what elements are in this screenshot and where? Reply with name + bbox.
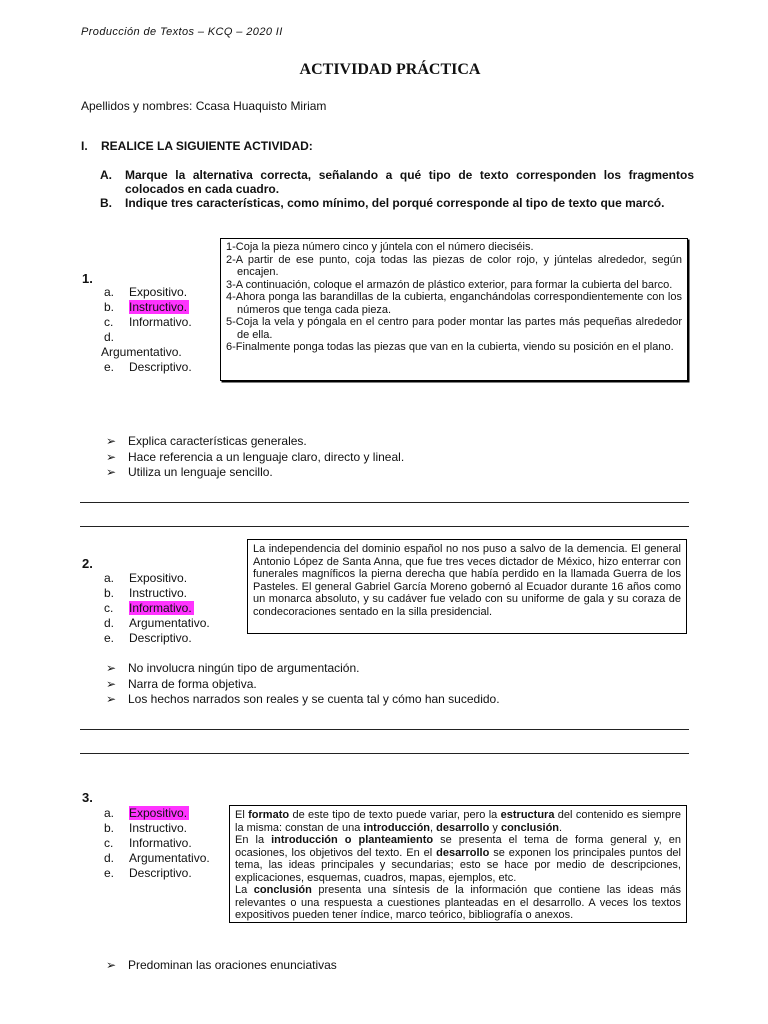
question-1-bullets — [106, 434, 404, 481]
arrow-bullet-icon: ➢ — [106, 958, 117, 972]
bullet-item: ➢ Explica características generales. — [106, 434, 307, 448]
bullet-item: ➢ Hace referencia a un lenguaje claro, directo y lineal. — [106, 449, 405, 464]
question-1-text-box — [220, 238, 688, 381]
arrow-bullet-icon: ➢ — [106, 465, 117, 479]
question-3-options — [104, 806, 210, 881]
selected-answer-highlight: Informativo. — [129, 601, 192, 615]
instruction-b — [100, 196, 694, 210]
arrow-bullet-icon: ➢ — [106, 449, 117, 464]
page-title: ACTIVIDAD PRÁCTICA — [299, 61, 481, 78]
page-header: Producción de Textos – KCQ – 2020 II — [81, 26, 283, 38]
question-2-options — [104, 571, 210, 646]
question-1-number: 1. — [82, 271, 93, 286]
arrow-bullet-icon: ➢ — [106, 434, 117, 448]
instruction-label: A. — [100, 168, 112, 182]
option-d[interactable]: d. Argumentativo. — [104, 616, 210, 630]
option-e[interactable]: e. Descriptivo. — [104, 360, 192, 374]
step-line: 6-Finalmente ponga todas las piezas que van en la cubierta, viendo su posición en el plano. — [226, 341, 674, 353]
paragraph: La conclusión presenta una síntesis de la información que contiene las ideas más relevantes o una respuesta a cuestiones planteadas en el desarrollo. A veces los textos expositivos pueden tener índice, marco teórico, bibliografía o anexos. — [235, 884, 681, 921]
option-b[interactable]: b. Instructivo. — [104, 586, 188, 600]
answer-line — [80, 729, 689, 730]
option-a-selected[interactable]: a. Expositivo. — [104, 806, 188, 820]
section-number: I. — [81, 139, 88, 153]
step-line: 1-Coja la pieza número cinco y júntela con el número dieciséis. — [226, 241, 534, 253]
bullet-item: ➢ No involucra ningún tipo de argumentación. — [106, 661, 360, 675]
bullet-item: ➢ Los hechos narrados son reales y se cuenta tal y cómo han sucedido. — [106, 692, 500, 706]
arrow-bullet-icon: ➢ — [106, 676, 117, 691]
paragraph: En la introducción o planteamiento se presenta el tema de forma general y, en ocasiones, los objetivos del texto. En el desarrollo se exponen los principales puntos del tema, las ideas principales y secundarias; esto se hace por medio de descripciones, explicaciones, esquemas, cuadros, mapas, ejemplos, etc. — [235, 834, 681, 884]
section-heading — [81, 139, 313, 153]
option-d[interactable]: d. Argumentativo. — [104, 851, 210, 865]
step-line: 3-A continuación, coloque el armazón de plástico exterior, para formar la cubierta del barco. — [226, 278, 673, 291]
selected-answer-highlight: Instructivo. — [129, 300, 188, 314]
answer-line — [80, 753, 689, 754]
option-e[interactable]: e. Descriptivo. — [104, 631, 192, 645]
step-line: 4-Ahora ponga las barandillas de la cubierta, enganchándolas correspondientemente con los números que tenga cada pieza. — [226, 291, 682, 316]
option-d[interactable]: d. — [104, 330, 115, 344]
question-3-text-box — [229, 805, 687, 923]
section-text: REALICE LA SIGUIENTE ACTIVIDAD: — [101, 139, 313, 153]
instruction-label: B. — [100, 196, 112, 210]
option-e[interactable]: e. Descriptivo. — [104, 866, 192, 880]
instruction-text: Indique tres características, como mínimo, del porqué corresponde al tipo de texto que marcó. — [125, 196, 665, 210]
bullet-item: ➢ Narra de forma objetiva. — [106, 676, 257, 691]
bullet-item: ➢ Utiliza un lenguaje sencillo. — [106, 465, 273, 479]
question-2-bullets — [106, 661, 500, 708]
option-b-selected[interactable]: b. Instructivo. — [104, 300, 188, 314]
instruction-text: Marque la alternativa correcta, señalando a qué tipo de texto corresponden los fragmentos colocados en cada cuadro. — [125, 168, 694, 196]
question-3-number: 3. — [82, 790, 93, 805]
answer-line — [80, 526, 689, 527]
student-name: Apellidos y nombres: Ccasa Huaquisto Miriam — [81, 99, 327, 113]
question-2-text-box: La independencia del dominio español no nos puso a salvo de la demencia. El general Antonio López de Santa Anna, que fue tres veces dictador de México, hizo enterrar con funerales magníficos la pierna derecha que había perdido en la llamada Guerra de los Pasteles. El general Gabriel García Moreno gobernó al Ecuador durante 16 años como un monarca absoluto, y su cadáver fue velado con su uniforme de gala y su coraza de condecoraciones sentado en la silla presidencial. — [247, 539, 687, 634]
selected-answer-highlight: Expositivo. — [129, 806, 188, 820]
arrow-bullet-icon: ➢ — [106, 692, 117, 706]
option-d-text: Argumentativo. — [101, 345, 182, 359]
question-1-options — [101, 285, 192, 375]
bullet-item: ➢ Predominan las oraciones enunciativas — [106, 958, 337, 972]
answer-line — [80, 502, 689, 503]
arrow-bullet-icon: ➢ — [106, 661, 117, 675]
instruction-a — [100, 168, 694, 196]
option-c[interactable]: c. Informativo. — [104, 315, 192, 329]
question-2-number: 2. — [82, 556, 93, 571]
paragraph: El formato de este tipo de texto puede variar, pero la estructura del contenido es siempre la misma: constan de una introducción, desarrollo y conclusión. — [235, 809, 681, 834]
option-c-selected[interactable]: c. Informativo. — [104, 601, 192, 615]
option-a[interactable]: a. Expositivo. — [104, 571, 188, 585]
option-a[interactable]: a. Expositivo. — [104, 285, 188, 299]
step-line: 2-A partir de ese punto, coja todas las piezas de color rojo, y júntelas alrededor, según encajen. — [226, 253, 682, 278]
step-line: 5-Coja la vela y póngala en el centro para poder montar las partes más pequeñas alrededor de ella. — [226, 316, 682, 341]
question-3-bullets — [106, 958, 337, 974]
option-b[interactable]: b. Instructivo. — [104, 821, 188, 835]
option-c[interactable]: c. Informativo. — [104, 836, 192, 850]
